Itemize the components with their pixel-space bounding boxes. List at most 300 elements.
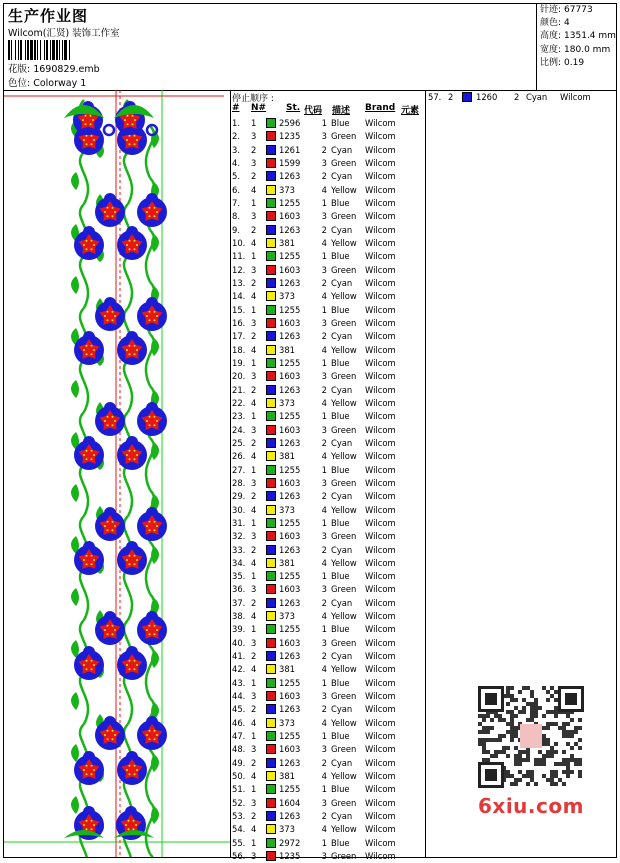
row-description: Cyan (331, 757, 353, 768)
row-number: 47. (232, 731, 246, 742)
qr-module (554, 722, 558, 726)
seed-dot (154, 207, 156, 209)
table-row (231, 517, 425, 530)
qr-module (526, 770, 530, 774)
qr-module (494, 750, 498, 754)
qr-module (554, 706, 558, 710)
qr-module (538, 706, 542, 710)
seed-dot (128, 820, 130, 822)
qr-module (530, 690, 534, 694)
row-description: Blue (331, 624, 350, 635)
table-row (231, 277, 425, 290)
seed-dot (126, 139, 128, 141)
qr-module (570, 746, 574, 750)
qr-module (542, 686, 546, 690)
qr-module (542, 738, 546, 742)
seed-dot (146, 420, 148, 422)
qr-module (550, 770, 554, 774)
seed-dot (86, 765, 88, 767)
row-description: Yellow (331, 237, 357, 248)
row-brand: Wilcom (365, 357, 396, 368)
row-description: Cyan (331, 597, 353, 608)
seed-dot (83, 139, 85, 141)
color-swatch (266, 278, 276, 288)
seed-dot (129, 135, 131, 137)
row-needle: 2 (251, 224, 257, 235)
color-swatch (266, 545, 276, 555)
row-code: 1 (321, 731, 327, 742)
seed-dot (112, 625, 114, 627)
qr-module (578, 758, 582, 762)
seed-dot (112, 521, 114, 523)
row-brand: Wilcom (365, 464, 396, 475)
stat-value: 4 (564, 18, 570, 29)
seed-dot (107, 521, 109, 523)
vine-left (80, 360, 88, 412)
seed-dot (129, 555, 131, 557)
qr-module (526, 702, 530, 706)
row-needle: 2 (251, 331, 257, 342)
qr-module (566, 734, 570, 738)
row-code: 3 (321, 264, 327, 275)
row-number: 8. (232, 211, 240, 222)
row-stitches: 1255 (279, 677, 301, 688)
qr-module (534, 758, 538, 762)
row-code: 2 (321, 277, 327, 288)
qr-module (530, 702, 534, 706)
seed-dot (91, 353, 93, 355)
seed-dot (93, 454, 95, 456)
qr-module (514, 778, 518, 782)
table-row (231, 850, 425, 863)
qr-module (510, 710, 514, 714)
row-code: 3 (321, 131, 327, 142)
barcode (8, 40, 120, 60)
seed-dot (132, 115, 134, 117)
row-stitches: 1263 (279, 384, 301, 395)
row-stitches: 1603 (279, 264, 301, 275)
qr-module (570, 730, 574, 734)
qr-finder (565, 693, 577, 705)
row-number: 35. (232, 571, 246, 582)
seed-dot (91, 563, 93, 565)
row-needle: 3 (251, 264, 257, 275)
row-needle: 4 (251, 557, 257, 568)
qr-module (542, 774, 546, 778)
qr-module (538, 762, 542, 766)
qr-module (490, 738, 494, 742)
header-brand: Brand (365, 103, 396, 113)
seed-dot (149, 730, 151, 732)
seed-dot (135, 824, 137, 826)
qr-module (554, 762, 558, 766)
stat-row (540, 4, 616, 17)
row-description: Cyan (331, 437, 353, 448)
table-row (231, 357, 425, 370)
seed-dot (132, 123, 134, 125)
qr-module (518, 778, 522, 782)
row-number: 7. (232, 197, 240, 208)
row-stitches: 1263 (279, 331, 301, 342)
qr-module (554, 750, 558, 754)
row-description: Cyan (331, 171, 353, 182)
color-swatch (266, 358, 276, 368)
row-description: Green (331, 584, 357, 595)
seed-dot (83, 244, 85, 246)
qr-module (514, 730, 518, 734)
seed-dot (134, 353, 136, 355)
qr-module (530, 710, 534, 714)
row-description: Cyan (331, 491, 353, 502)
row-brand: Wilcom (365, 744, 396, 755)
qr-module (530, 718, 534, 722)
header-needle: N# (251, 103, 267, 113)
row-code: 4 (321, 504, 327, 515)
seed-dot (114, 420, 116, 422)
row-description: Green (331, 797, 357, 808)
seed-dot (149, 625, 151, 627)
seed-dot (154, 319, 156, 321)
row-stitches: 1255 (279, 304, 301, 315)
row-brand: Wilcom (365, 157, 396, 168)
seed-dot (129, 345, 131, 347)
row-number: 45. (232, 704, 246, 715)
qr-module (566, 762, 570, 766)
row-stitches: 2972 (279, 837, 301, 848)
seed-dot (92, 119, 94, 121)
row-code: 3 (321, 691, 327, 702)
row-number: 44. (232, 691, 246, 702)
table-row (231, 290, 425, 303)
color-swatch (266, 838, 276, 848)
seed-dot (129, 450, 131, 452)
vine-left (80, 464, 88, 516)
row-code: 2 (321, 384, 327, 395)
seed-dot (90, 123, 92, 125)
color-swatch (266, 171, 276, 181)
row-stitches: 381 (279, 557, 295, 568)
qr-module (546, 710, 550, 714)
row-description: Green (331, 131, 357, 142)
row-stitches: 1603 (279, 744, 301, 755)
qr-module (538, 750, 542, 754)
table-row (428, 92, 614, 104)
qr-module (522, 686, 526, 690)
color-swatch (266, 331, 276, 341)
row-number: 9. (232, 224, 240, 235)
row-brand: Wilcom (365, 704, 396, 715)
stop-sequence-table (231, 117, 425, 863)
table-row (231, 650, 425, 663)
qr-module (550, 722, 554, 726)
row-stitches: 1263 (279, 597, 301, 608)
seed-dot (127, 115, 129, 117)
table-row (231, 477, 425, 490)
row-code: 3 (321, 584, 327, 595)
row-needle: 4 (251, 824, 257, 835)
row-description: Yellow (331, 184, 357, 195)
row-description: Yellow (331, 397, 357, 408)
qr-module (482, 726, 486, 730)
qr-module (534, 710, 538, 714)
color-swatch (266, 811, 276, 821)
leaf (71, 380, 79, 398)
seed-dot (85, 115, 87, 117)
qr-module (578, 726, 582, 730)
seed-dot (91, 345, 93, 347)
header-description: 描述 (332, 106, 351, 116)
seed-dot (86, 248, 88, 250)
qr-module (506, 694, 510, 698)
row-needle: 3 (251, 691, 257, 702)
stat-row (540, 44, 616, 57)
seed-dot (154, 416, 156, 418)
qr-module (518, 754, 522, 758)
row-brand: Wilcom (365, 371, 396, 382)
row-brand: Wilcom (365, 717, 396, 728)
color-swatch (266, 531, 276, 541)
qr-module (510, 686, 514, 690)
color-swatch (266, 798, 276, 808)
row-description: Blue (331, 464, 350, 475)
color-swatch (266, 291, 276, 301)
table-row (231, 557, 425, 570)
row-brand: Wilcom (365, 331, 396, 342)
qr-module (486, 758, 490, 762)
row-number: 5. (232, 171, 240, 182)
seed-dot (129, 248, 131, 250)
vine-left (80, 256, 88, 308)
color-swatch (266, 251, 276, 261)
stat-label: 针迹: (540, 5, 562, 15)
seed-dot (156, 211, 158, 213)
qr-module (574, 726, 578, 730)
row-stitches: 1263 (279, 544, 301, 555)
seed-dot (126, 559, 128, 561)
row-brand: Wilcom (365, 784, 396, 795)
row-code: 1 (321, 571, 327, 582)
seed-dot (91, 555, 93, 557)
row-brand: Wilcom (365, 291, 396, 302)
row-description: Blue (331, 837, 350, 848)
seed-dot (156, 420, 158, 422)
qr-module (546, 754, 550, 758)
row-description: Cyan (331, 331, 353, 342)
qr-module (502, 718, 506, 722)
qr-module (514, 706, 518, 710)
row-number: 51. (232, 784, 246, 795)
seed-dot (107, 633, 109, 635)
seed-dot (107, 730, 109, 732)
row-brand: Wilcom (365, 837, 396, 848)
qr-module (482, 758, 486, 762)
row-description: Green (331, 851, 357, 862)
qr-module (554, 714, 558, 718)
seed-dot (129, 660, 131, 662)
row-needle: 4 (251, 771, 257, 782)
header-code: 代码 (304, 106, 323, 116)
table-row (231, 530, 425, 543)
table-row (231, 197, 425, 210)
row-needle: 4 (251, 717, 257, 728)
row-description: Yellow (331, 824, 357, 835)
leaf (71, 484, 79, 502)
table-row (231, 610, 425, 623)
seed-dot (107, 319, 109, 321)
seed-dot (134, 135, 136, 137)
seed-dot (136, 559, 138, 561)
seed-dot (91, 240, 93, 242)
table-row (231, 437, 425, 450)
row-number: 50. (232, 771, 246, 782)
seed-dot (104, 211, 106, 213)
qr-module (502, 750, 506, 754)
qr-module (526, 758, 530, 762)
qr-module (498, 718, 502, 722)
qr-module (562, 758, 566, 762)
row-description: Blue (331, 251, 350, 262)
row-code: 3 (321, 851, 327, 862)
qr-module (518, 710, 522, 714)
row-code: 3 (321, 157, 327, 168)
table-row (231, 677, 425, 690)
row-code: 1 (321, 517, 327, 528)
row-needle: 4 (251, 397, 257, 408)
qr-module (542, 758, 546, 762)
qr-module (546, 690, 550, 694)
seed-dot (91, 820, 93, 822)
qr-module (510, 738, 514, 742)
table-row (231, 810, 425, 823)
table-row (231, 583, 425, 596)
row-brand: Wilcom (365, 184, 396, 195)
table-header (231, 103, 425, 116)
qr-module (570, 758, 574, 762)
table-row (231, 717, 425, 730)
row-description: Blue (331, 304, 350, 315)
qr-module (506, 722, 510, 726)
row-brand: Wilcom (365, 131, 396, 142)
row-stitches: 381 (279, 664, 295, 675)
seed-dot (86, 555, 88, 557)
row-needle: 4 (251, 184, 257, 195)
color-swatch (266, 598, 276, 608)
seed-dot (83, 349, 85, 351)
row-stitches: 1255 (279, 197, 301, 208)
qr-module (534, 698, 538, 702)
row-number: 14. (232, 291, 246, 302)
row-stitches: 1255 (279, 624, 301, 635)
row-stitches: 1261 (279, 144, 301, 155)
row-description: Blue (331, 731, 350, 742)
row-needle: 1 (251, 571, 257, 582)
seed-dot (134, 765, 136, 767)
qr-module (502, 746, 506, 750)
stat-label: 高度: (540, 31, 562, 42)
qr-finder (485, 769, 497, 781)
seed-dot (93, 664, 95, 666)
table-row (231, 397, 425, 410)
row-code: 2 (321, 597, 327, 608)
row-brand: Wilcom (365, 237, 396, 248)
seed-dot (136, 139, 138, 141)
row-description: Blue (331, 571, 350, 582)
table-row (231, 743, 425, 756)
row-brand: Wilcom (365, 264, 396, 275)
table-row (231, 224, 425, 237)
row-code: 2 (321, 491, 327, 502)
row-needle: 2 (251, 384, 257, 395)
qr-module (546, 722, 550, 726)
table-row (231, 823, 425, 836)
row-description: Cyan (331, 544, 353, 555)
row-code: 4 (321, 664, 327, 675)
seed-dot (129, 353, 131, 355)
qr-module (506, 710, 510, 714)
table-row (231, 344, 425, 357)
qr-module (510, 714, 514, 718)
seed-dot (134, 668, 136, 670)
seed-dot (149, 633, 151, 635)
row-needle: 1 (251, 118, 257, 128)
qr-module (526, 686, 530, 690)
seed-dot (146, 734, 148, 736)
color-swatch (266, 425, 276, 435)
seed-dot (149, 319, 151, 321)
seed-dot (136, 769, 138, 771)
qr-module (554, 742, 558, 746)
row-description: Green (331, 317, 357, 328)
qr-module (494, 738, 498, 742)
qr-module (526, 774, 530, 778)
row-brand: Wilcom (365, 557, 396, 568)
table-row (231, 504, 425, 517)
row-number: 1. (232, 118, 240, 128)
production-sheet (3, 3, 617, 862)
row-needle: 2 (251, 491, 257, 502)
seed-dot (112, 529, 114, 531)
row-number: 36. (232, 584, 246, 595)
row-number: 22. (232, 397, 246, 408)
qr-module (478, 714, 482, 718)
stop-sequence-title: 停止顺序 : (232, 94, 274, 104)
qr-module (530, 706, 534, 710)
qr-module (578, 770, 582, 774)
row-brand: Wilcom (365, 637, 396, 648)
seed-dot (91, 135, 93, 137)
row-stitches: 1599 (279, 157, 301, 168)
row-code: 1 (321, 118, 327, 128)
seed-dot (154, 215, 156, 217)
row-brand: Wilcom (365, 757, 396, 768)
qr-module (566, 714, 570, 718)
seed-dot (124, 119, 126, 121)
row-number: 34. (232, 557, 246, 568)
row-stitches: 1235 (279, 131, 301, 142)
row-description: Blue (331, 784, 350, 795)
row-needle: 4 (251, 451, 257, 462)
row-code: 2 (321, 437, 327, 448)
seed-dot (114, 315, 116, 317)
qr-module (522, 750, 526, 754)
row-stitches: 373 (279, 611, 295, 622)
row-description: Cyan (331, 704, 353, 715)
seed-dot (154, 738, 156, 740)
qr-module (498, 734, 502, 738)
seed-dot (86, 828, 88, 830)
vine-left (80, 152, 88, 204)
seed-dot (86, 450, 88, 452)
